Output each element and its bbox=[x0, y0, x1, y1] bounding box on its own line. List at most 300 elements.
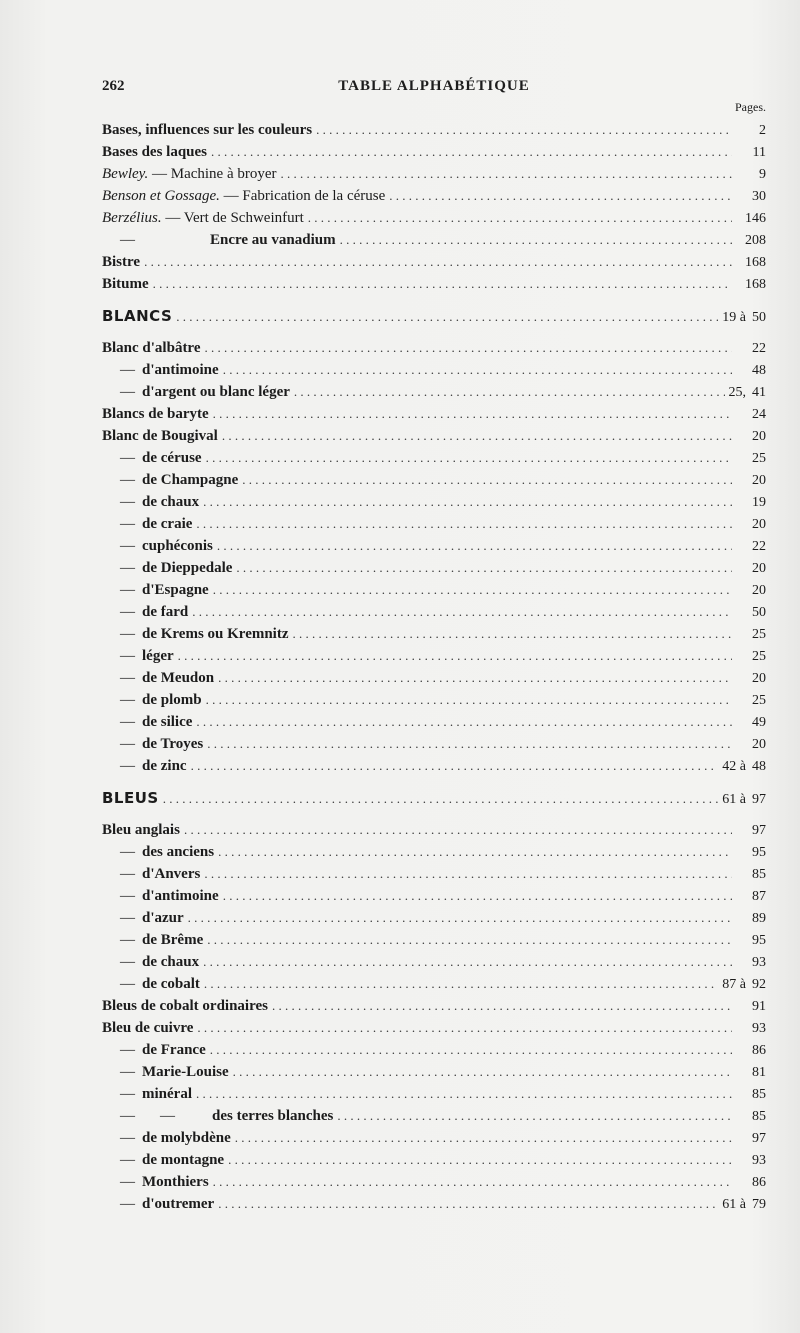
ditto-dash: — bbox=[120, 472, 135, 488]
page-reference bbox=[736, 580, 766, 602]
dot-leader bbox=[294, 381, 725, 403]
page-reference bbox=[736, 426, 766, 448]
ditto-dash: — bbox=[120, 516, 135, 532]
index-entry bbox=[102, 1061, 766, 1083]
ditto-dash: — bbox=[120, 560, 135, 576]
entry-text: BLEUS bbox=[102, 789, 159, 807]
entry-label bbox=[102, 777, 159, 819]
page-reference bbox=[736, 536, 766, 558]
entry-text: d'antimoine bbox=[142, 888, 219, 904]
entry-label bbox=[102, 251, 140, 273]
index-entry bbox=[102, 141, 766, 163]
entry-label bbox=[102, 1083, 192, 1105]
page-number-ref: 22 bbox=[752, 539, 766, 554]
dot-leader bbox=[213, 579, 732, 601]
index-entry bbox=[102, 513, 766, 535]
page-number-ref: 22 bbox=[752, 341, 766, 356]
page-number-ref: 168 bbox=[745, 277, 766, 292]
entry-label bbox=[102, 229, 336, 251]
index-entry bbox=[102, 229, 766, 251]
entry-label bbox=[102, 295, 172, 337]
entry-label bbox=[102, 1105, 333, 1127]
entry-text: Bleu anglais bbox=[102, 822, 180, 838]
entry-label bbox=[102, 623, 289, 645]
page-number-ref: 95 bbox=[752, 933, 766, 948]
entry-text: — Machine à broyer bbox=[148, 166, 277, 182]
author-name: Benson et Gossage. bbox=[102, 188, 220, 204]
entry-label bbox=[102, 141, 207, 163]
entry-label bbox=[102, 469, 238, 491]
dot-leader bbox=[203, 491, 732, 513]
page-reference bbox=[736, 514, 766, 536]
index-entry bbox=[102, 755, 766, 777]
entry-text: des terres blanches bbox=[212, 1108, 334, 1124]
entry-text: de craie bbox=[142, 516, 193, 532]
index-entry bbox=[102, 667, 766, 689]
entry-text: Encre au vanadium bbox=[210, 232, 336, 248]
page-reference bbox=[736, 602, 766, 624]
index-entry bbox=[102, 1127, 766, 1149]
page-range-start: 61 à bbox=[722, 1197, 746, 1212]
index-entry bbox=[102, 1149, 766, 1171]
dot-leader bbox=[163, 778, 719, 820]
page-number-ref: 30 bbox=[752, 189, 766, 204]
ditto-dash: — bbox=[120, 1196, 135, 1212]
dot-leader bbox=[153, 273, 732, 295]
index-entry bbox=[102, 995, 766, 1017]
page-number-ref: 95 bbox=[752, 845, 766, 860]
dot-leader bbox=[144, 251, 732, 273]
index-entry bbox=[102, 1105, 766, 1127]
index-entry bbox=[102, 1171, 766, 1193]
page-number-ref: 20 bbox=[752, 517, 766, 532]
page-reference bbox=[736, 952, 766, 974]
entry-text: Blanc d'albâtre bbox=[102, 340, 201, 356]
page-reference bbox=[736, 1040, 766, 1062]
entry-label bbox=[102, 381, 290, 403]
entry-text: de Meudon bbox=[142, 670, 215, 686]
page-number-ref: 25 bbox=[752, 649, 766, 664]
index-entry bbox=[102, 601, 766, 623]
page-reference bbox=[736, 360, 766, 382]
entry-text: Marie-Louise bbox=[142, 1064, 229, 1080]
entry-text: Blanc de Bougival bbox=[102, 428, 218, 444]
page-number-ref: 20 bbox=[752, 473, 766, 488]
entry-text: Bleus de cobalt ordinaires bbox=[102, 998, 268, 1014]
page-number-ref: 41 bbox=[752, 385, 766, 400]
entry-label bbox=[102, 841, 214, 863]
page-reference bbox=[736, 120, 766, 142]
page-number-ref: 97 bbox=[752, 792, 766, 807]
dot-leader bbox=[210, 1039, 732, 1061]
entry-text: Monthiers bbox=[142, 1174, 209, 1190]
ditto-dash: — bbox=[120, 1086, 135, 1102]
entry-label bbox=[102, 425, 218, 447]
dot-leader bbox=[207, 733, 732, 755]
index-entry bbox=[102, 863, 766, 885]
page-number-ref: 20 bbox=[752, 737, 766, 752]
page-reference bbox=[736, 930, 766, 952]
pages-column-label: Pages. bbox=[735, 100, 766, 114]
dot-leader bbox=[218, 667, 732, 689]
entry-text: léger bbox=[142, 648, 174, 664]
entry-text: de chaux bbox=[142, 954, 200, 970]
page-reference bbox=[722, 1194, 766, 1216]
entry-text: d'antimoine bbox=[142, 362, 219, 378]
dot-leader bbox=[235, 1127, 732, 1149]
index-entry bbox=[102, 163, 766, 185]
index-entry bbox=[102, 1083, 766, 1105]
dot-leader bbox=[203, 951, 732, 973]
entry-text: Bases, influences sur les couleurs bbox=[102, 122, 313, 138]
entry-text: de molybdène bbox=[142, 1130, 231, 1146]
entry-text: de Champagne bbox=[142, 472, 239, 488]
entry-text: — Fabrication de la céruse bbox=[219, 188, 386, 204]
entry-label bbox=[102, 689, 202, 711]
page-reference bbox=[736, 470, 766, 492]
page-number-ref: 20 bbox=[752, 583, 766, 598]
entry-text: minéral bbox=[142, 1086, 192, 1102]
page-reference bbox=[736, 252, 766, 274]
dot-leader bbox=[222, 425, 732, 447]
page-number-ref: 208 bbox=[745, 233, 766, 248]
page-number-ref: 24 bbox=[752, 407, 766, 422]
index-entry bbox=[102, 689, 766, 711]
page-reference bbox=[736, 690, 766, 712]
entry-text: de fard bbox=[142, 604, 189, 620]
page-number-ref: 11 bbox=[752, 145, 766, 160]
entry-text: de Krems ou Kremnitz bbox=[142, 626, 289, 642]
page-reference bbox=[736, 1106, 766, 1128]
index-entry bbox=[102, 273, 766, 295]
index-entry bbox=[102, 185, 766, 207]
page-reference bbox=[736, 712, 766, 734]
entry-label bbox=[102, 885, 219, 907]
dot-leader bbox=[308, 207, 732, 229]
entry-text: de zinc bbox=[142, 758, 187, 774]
index-entry bbox=[102, 447, 766, 469]
entry-label bbox=[102, 645, 174, 667]
page-reference bbox=[736, 646, 766, 668]
page-reference bbox=[736, 274, 766, 296]
page-number-ref: 79 bbox=[752, 1197, 766, 1212]
page-reference bbox=[736, 1018, 766, 1040]
page-number-ref: 97 bbox=[752, 823, 766, 838]
ditto-dash: — bbox=[120, 866, 135, 882]
page-number-ref: 89 bbox=[752, 911, 766, 926]
ditto-dash: — bbox=[120, 714, 135, 730]
dot-leader bbox=[213, 403, 732, 425]
page-reference bbox=[736, 886, 766, 908]
entry-label bbox=[102, 185, 385, 207]
entry-label bbox=[102, 929, 203, 951]
entry-label bbox=[102, 273, 149, 295]
index-entry bbox=[102, 1193, 766, 1215]
entry-text: — Vert de Schweinfurt bbox=[161, 210, 304, 226]
entry-label bbox=[102, 863, 200, 885]
entry-label bbox=[102, 513, 192, 535]
ditto-dash: — bbox=[120, 758, 135, 774]
ditto-dash: — bbox=[120, 692, 135, 708]
page-number-ref: 91 bbox=[752, 999, 766, 1014]
page-number-ref: 85 bbox=[752, 1109, 766, 1124]
entry-text: de montagne bbox=[142, 1152, 225, 1168]
ditto-dash: — bbox=[120, 626, 135, 642]
dot-leader bbox=[337, 1105, 732, 1127]
index-entry bbox=[102, 711, 766, 733]
index-entry bbox=[102, 491, 766, 513]
entry-label bbox=[102, 163, 277, 185]
section-heading-row bbox=[102, 295, 766, 337]
ditto-dash: — bbox=[120, 976, 135, 992]
index-entry bbox=[102, 819, 766, 841]
index-entry bbox=[102, 381, 766, 403]
page-reference bbox=[722, 779, 766, 821]
page-reference bbox=[736, 908, 766, 930]
page-range-start: 87 à bbox=[722, 977, 746, 992]
index-entry bbox=[102, 337, 766, 359]
ditto-dash: — bbox=[120, 736, 135, 752]
page-number-ref: 92 bbox=[752, 977, 766, 992]
ditto-dash: — bbox=[120, 932, 135, 948]
index-entry bbox=[102, 645, 766, 667]
entry-text: Bleu de cuivre bbox=[102, 1020, 194, 1036]
page-reference bbox=[736, 142, 766, 164]
ditto-dash: — bbox=[120, 538, 135, 554]
entry-label bbox=[102, 1017, 193, 1039]
index-entry bbox=[102, 207, 766, 229]
ditto-dash: — bbox=[120, 1152, 135, 1168]
dot-leader bbox=[293, 623, 732, 645]
entry-text: de Brême bbox=[142, 932, 204, 948]
section-heading-row bbox=[102, 777, 766, 819]
page-number: 262 bbox=[102, 78, 125, 94]
entry-label bbox=[102, 1039, 206, 1061]
entry-label bbox=[102, 359, 219, 381]
author-name: Bewley. bbox=[102, 166, 149, 182]
ditto-dash: — bbox=[120, 1174, 135, 1190]
page-number-ref: 85 bbox=[752, 1087, 766, 1102]
dot-leader bbox=[242, 469, 732, 491]
entry-text: d'azur bbox=[142, 910, 184, 926]
dot-leader bbox=[197, 1017, 732, 1039]
entry-text: Bitume bbox=[102, 276, 149, 292]
page-reference bbox=[736, 558, 766, 580]
page-number-ref: 9 bbox=[759, 167, 766, 182]
ditto-dash: — bbox=[120, 670, 135, 686]
index-entry bbox=[102, 733, 766, 755]
index-entry bbox=[102, 425, 766, 447]
page-reference bbox=[736, 1128, 766, 1150]
index-entry bbox=[102, 951, 766, 973]
dot-leader bbox=[281, 163, 732, 185]
dot-leader bbox=[217, 535, 732, 557]
dot-leader bbox=[204, 863, 732, 885]
page-number-ref: 93 bbox=[752, 1021, 766, 1036]
index-entries bbox=[102, 119, 766, 1215]
page-number-ref: 81 bbox=[752, 1065, 766, 1080]
dot-leader bbox=[223, 359, 732, 381]
page-reference bbox=[736, 404, 766, 426]
page-range-start: 42 à bbox=[722, 759, 746, 774]
entry-label bbox=[102, 579, 209, 601]
dot-leader bbox=[389, 185, 732, 207]
dot-leader bbox=[184, 819, 732, 841]
entry-label bbox=[102, 667, 214, 689]
page-range-start: 25, bbox=[728, 385, 746, 400]
dot-leader bbox=[206, 689, 732, 711]
page-reference bbox=[722, 297, 766, 339]
page-reference bbox=[736, 668, 766, 690]
dot-leader bbox=[191, 755, 719, 777]
entry-label bbox=[102, 1193, 214, 1215]
entry-text: d'outremer bbox=[142, 1196, 215, 1212]
page-reference bbox=[736, 820, 766, 842]
page-number-ref: 2 bbox=[759, 123, 766, 138]
entry-label bbox=[102, 819, 180, 841]
entry-label bbox=[102, 207, 304, 229]
entry-text: de plomb bbox=[142, 692, 202, 708]
page-range-start: 61 à bbox=[722, 792, 746, 807]
entry-label bbox=[102, 1127, 231, 1149]
page-reference bbox=[736, 624, 766, 646]
page-number-ref: 97 bbox=[752, 1131, 766, 1146]
index-entry bbox=[102, 973, 766, 995]
ditto-dash: — bbox=[160, 1108, 175, 1124]
entry-label bbox=[102, 951, 199, 973]
dot-leader bbox=[207, 929, 732, 951]
page-reference bbox=[736, 996, 766, 1018]
dot-leader bbox=[204, 337, 732, 359]
page-reference bbox=[736, 734, 766, 756]
dot-leader bbox=[316, 119, 732, 141]
page-number-ref: 50 bbox=[752, 310, 766, 325]
entry-text: de chaux bbox=[142, 494, 200, 510]
index-entry bbox=[102, 885, 766, 907]
dot-leader bbox=[218, 841, 732, 863]
page-reference bbox=[736, 1062, 766, 1084]
page-reference bbox=[736, 1084, 766, 1106]
entry-text: Blancs de baryte bbox=[102, 406, 209, 422]
page-header bbox=[102, 78, 766, 98]
page-number-ref: 48 bbox=[752, 363, 766, 378]
ditto-dash: — bbox=[120, 648, 135, 664]
page-number-ref: 48 bbox=[752, 759, 766, 774]
ditto-dash: — bbox=[120, 954, 135, 970]
dot-leader bbox=[223, 885, 732, 907]
page-reference bbox=[736, 338, 766, 360]
entry-label bbox=[102, 907, 184, 929]
entry-label bbox=[102, 601, 188, 623]
ditto-dash: — bbox=[120, 910, 135, 926]
ditto-dash: — bbox=[120, 1064, 135, 1080]
page-number-ref: 49 bbox=[752, 715, 766, 730]
ditto-dash: — bbox=[120, 1108, 135, 1124]
ditto-dash: — bbox=[120, 888, 135, 904]
dot-leader bbox=[178, 645, 732, 667]
page-reference bbox=[736, 164, 766, 186]
entry-text: de céruse bbox=[142, 450, 202, 466]
ditto-dash: — bbox=[120, 844, 135, 860]
dot-leader bbox=[204, 973, 718, 995]
entry-text: de cobalt bbox=[142, 976, 200, 992]
entry-label bbox=[102, 1061, 229, 1083]
entry-text: Bistre bbox=[102, 254, 141, 270]
page-reference bbox=[736, 230, 766, 252]
index-entry bbox=[102, 119, 766, 141]
page-reference bbox=[729, 382, 767, 404]
ditto-dash: — bbox=[120, 582, 135, 598]
ditto-dash: — bbox=[120, 1042, 135, 1058]
page-number-ref: 168 bbox=[745, 255, 766, 270]
index-entry bbox=[102, 907, 766, 929]
page-reference bbox=[736, 1172, 766, 1194]
entry-text: de Troyes bbox=[142, 736, 204, 752]
ditto-dash: — bbox=[120, 450, 135, 466]
dot-leader bbox=[340, 229, 732, 251]
entry-label bbox=[102, 711, 192, 733]
page-number-ref: 20 bbox=[752, 561, 766, 576]
page-number-ref: 25 bbox=[752, 627, 766, 642]
entry-label bbox=[102, 403, 209, 425]
ditto-dash: — bbox=[120, 232, 135, 248]
entry-label bbox=[102, 973, 200, 995]
entry-label bbox=[102, 995, 268, 1017]
author-name: Berzélius. bbox=[102, 210, 162, 226]
index-entry bbox=[102, 1017, 766, 1039]
dot-leader bbox=[176, 296, 718, 338]
index-entry bbox=[102, 579, 766, 601]
dot-leader bbox=[196, 711, 732, 733]
index-entry bbox=[102, 1039, 766, 1061]
page-reference bbox=[722, 756, 766, 778]
index-entry bbox=[102, 841, 766, 863]
ditto-dash: — bbox=[120, 1130, 135, 1146]
page-reference bbox=[736, 208, 766, 230]
index-entry bbox=[102, 251, 766, 273]
page-reference bbox=[736, 492, 766, 514]
dot-leader bbox=[188, 907, 732, 929]
ditto-dash: — bbox=[120, 604, 135, 620]
entry-text: d'Anvers bbox=[142, 866, 201, 882]
page-reference bbox=[736, 864, 766, 886]
dot-leader bbox=[213, 1171, 732, 1193]
ditto-dash: — bbox=[120, 494, 135, 510]
entry-label bbox=[102, 1171, 209, 1193]
entry-label bbox=[102, 755, 187, 777]
index-entry bbox=[102, 469, 766, 491]
page-number-ref: 25 bbox=[752, 693, 766, 708]
page-number-ref: 50 bbox=[752, 605, 766, 620]
index-entry bbox=[102, 929, 766, 951]
entry-label bbox=[102, 535, 213, 557]
running-title: TABLE ALPHABÉTIQUE bbox=[338, 78, 530, 94]
entry-text: BLANCS bbox=[102, 307, 173, 325]
index-entry bbox=[102, 403, 766, 425]
dot-leader bbox=[228, 1149, 732, 1171]
dot-leader bbox=[272, 995, 732, 1017]
ditto-dash: — bbox=[120, 362, 135, 378]
entry-text: de France bbox=[142, 1042, 206, 1058]
entry-label bbox=[102, 337, 200, 359]
dot-leader bbox=[211, 141, 732, 163]
entry-label bbox=[102, 491, 199, 513]
entry-text: cuphéconis bbox=[142, 538, 213, 554]
page-number-ref: 85 bbox=[752, 867, 766, 882]
dot-leader bbox=[218, 1193, 718, 1215]
page-number-ref: 25 bbox=[752, 451, 766, 466]
dot-leader bbox=[206, 447, 732, 469]
